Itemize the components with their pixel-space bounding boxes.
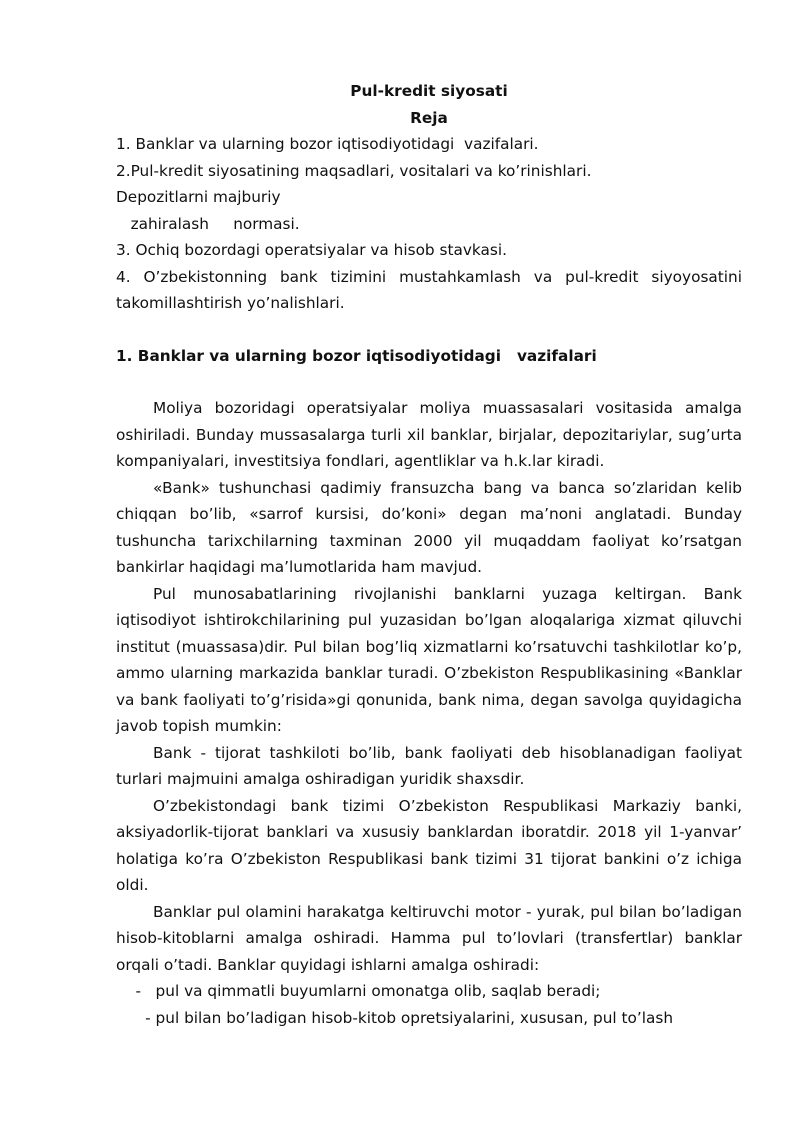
plan-item: 4. O’zbekistonning bank tizimini mustahkamlash va pul-kredit siyoyosatini takomillashtirish yo’nalishlari. — [116, 267, 742, 312]
document-page — [116, 78, 742, 1031]
paragraph: «Bank» tushunchasi qadimiy fransuzcha bang va banca so’zlaridan kelib chiqqan bo’lib, «sarrof kursisi, do’koni» degan ma’noni anglatadi. Bunday tushuncha tarixchilarning taxminan 2000 yil muqaddam faoliyat ko’rsatgan bankirlar haqidagi ma’lumotlarida ham mavjud. — [116, 478, 742, 576]
document-subtitle: Reja — [410, 108, 448, 127]
body-text — [116, 395, 742, 978]
section-heading: 1. Banklar va ularning bozor iqtisodiyotidagi vazifalari — [116, 346, 597, 365]
bullet-list — [116, 978, 742, 1031]
document-title: Pul-kredit siyosati — [350, 82, 508, 100]
plan-item: 3. Ochiq bozordagi operatsiyalar va hisob stavkasi. — [116, 241, 507, 259]
paragraph: Banklar pul olamini harakatga keltiruvchi motor - yurak, pul bilan bo’ladigan hisob-kitoblarni amalga oshiradi. Hamma pul to’lovlari (transfertlar) banklar orqali o’tadi. Banklar quyidagi ishlarni amalga oshiradi: — [116, 902, 742, 974]
paragraph: Bank - tijorat tashkiloti bo’lib, bank faoliyati deb hisoblanadigan faoliyat turlari majmuini amalga oshiradigan yuridik shaxsdir. — [116, 743, 742, 788]
plan-item: 2.Pul-kredit siyosatining maqsadlari, vositalari va ko’rinishlari. — [116, 161, 592, 180]
plan-item: zahiralash normasi. — [116, 214, 300, 233]
plan-list — [116, 131, 742, 317]
paragraph: Pul munosabatlarining rivojlanishi banklarni yuzaga keltirgan. Bank iqtisodiyot ishtirokchilarining pul yuzasidan bo’lgan aloqalariga xizmat qiluvchi institut (muassasa)dir. Pul bilan bog’liq xizmatlarni ko’rsatuvchi tashkilotlar ko’p, ammo ularning markazida banklar turadi. O’zbekiston Respublikasining «Banklar va bank faoliyati to’g’risida»gi qonunida, bank nima, degan savolga quyidagicha javob topish mumkin: — [116, 584, 742, 735]
paragraph: Moliya bozoridagi operatsiyalar moliya muassasalari vositasida amalga oshiriladi. Bunday mussasalarga turli xil banklar, birjalar, depozitariylar, sug’urta kompaniyalari, investitsiya fondlari, agentliklar va h.k.lar kiradi. — [116, 399, 742, 470]
bullet-item: - pul bilan bo’ladigan hisob-kitob opretsiyalarini, xususan, pul to’lash — [116, 1008, 674, 1027]
bullet-item: - pul va qimmatli buyumlarni omonatga olib, saqlab beradi; — [116, 982, 601, 1000]
plan-item: 1. Banklar va ularning bozor iqtisodiyotidagi vazifalari. — [116, 135, 539, 153]
plan-item: Depozitlarni majburiy — [116, 188, 281, 206]
paragraph: O’zbekistondagi bank tizimi O’zbekiston Respublikasi Markaziy banki, aksiyadorlik-tijorat banklari va xususiy banklardan iboratdir. 2018 yil 1-yanvar’ holatiga ko’ra O’zbekiston Respublikasi bank tizimi 31 tijorat bankini o’z ichiga oldi. — [116, 796, 742, 894]
